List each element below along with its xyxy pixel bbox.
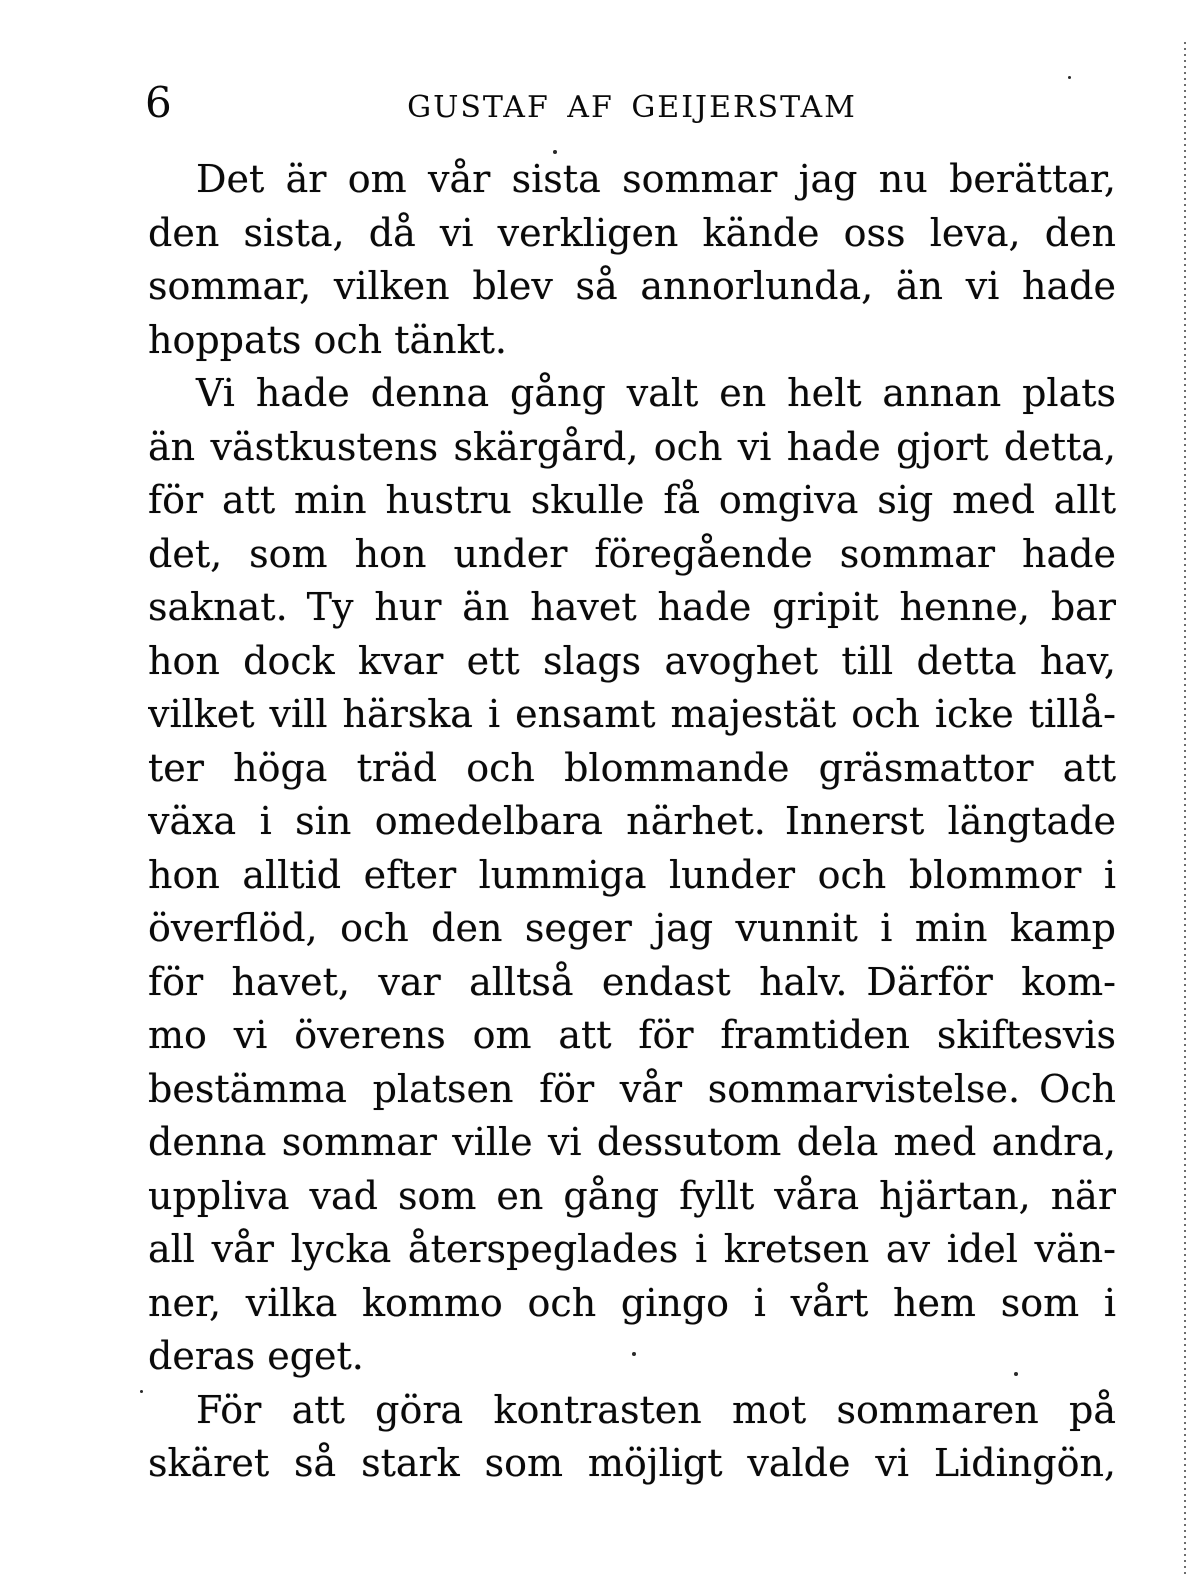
text-line: för att min hustru skulle få omgiva sig med allt — [148, 478, 1116, 522]
text-line: ter höga träd och blommande gräsmattor att — [148, 745, 1116, 790]
text-line: deras eget. — [148, 1334, 364, 1378]
text-line: för havet, var alltså endast halv. Därför kom- — [148, 959, 1116, 1004]
text-line: uppliva vad som en gång fyllt våra hjärtan, när — [148, 1173, 1116, 1218]
text-block — [148, 153, 1116, 1491]
text-line: överflöd, och den seger jag vunnit i min kamp — [148, 906, 1116, 950]
text-line: denna sommar ville vi dessutom dela med andra, — [148, 1120, 1116, 1164]
text-line: växa i sin omedelbara närhet. Innerst längtade — [148, 799, 1116, 843]
text-line: än västkustens skärgård, och vi hade gjort detta, — [148, 424, 1116, 469]
scan-speck — [553, 150, 557, 154]
running-title: GUSTAF AF GEIJERSTAM — [407, 90, 857, 125]
text-line: all vår lycka återspeglades i kretsen av idel vän- — [148, 1227, 1116, 1271]
text-line: skäret så stark som möjligt valde vi Lidingön, — [148, 1441, 1116, 1485]
text-line: För att göra kontrasten mot sommaren på — [196, 1387, 1116, 1432]
text-line: hoppats och tänkt. — [148, 317, 507, 362]
scan-speck — [1068, 76, 1071, 79]
text-line: Det är om vår sista sommar jag nu berättar, — [196, 157, 1116, 201]
text-line: Vi hade denna gång valt en helt annan plats — [196, 371, 1116, 415]
page-number: 6 — [145, 78, 172, 127]
text-line: den sista, då vi verkligen kände oss leva, den — [148, 210, 1116, 255]
scan-speck — [140, 1390, 143, 1393]
text-line: saknat. Ty hur än havet hade gripit henne, bar — [148, 585, 1116, 629]
text-line: sommar, vilken blev så annorlunda, än vi hade — [148, 264, 1116, 308]
text-line: ner, vilka kommo och gingo i vårt hem som i — [148, 1280, 1116, 1325]
scan-speck — [1014, 1372, 1018, 1376]
paragraph — [148, 1384, 1116, 1491]
text-line: hon dock kvar ett slags avoghet till detta hav, — [148, 638, 1116, 683]
paragraph — [148, 153, 1116, 367]
paragraph — [148, 367, 1116, 1384]
text-line: mo vi överens om att för framtiden skiftesvis — [148, 1013, 1116, 1057]
text-line: vilket vill härska i ensamt majestät och icke tillå- — [148, 692, 1116, 736]
text-line: hon alltid efter lummiga lunder och blommor i — [148, 852, 1116, 897]
text-line: det, som hon under föregående sommar hade — [148, 531, 1116, 576]
scan-speck — [632, 1352, 636, 1356]
text-line: bestämma platsen för vår sommarvistelse. Och — [148, 1066, 1116, 1111]
scan-artifact-dotted-line — [1184, 42, 1186, 1578]
